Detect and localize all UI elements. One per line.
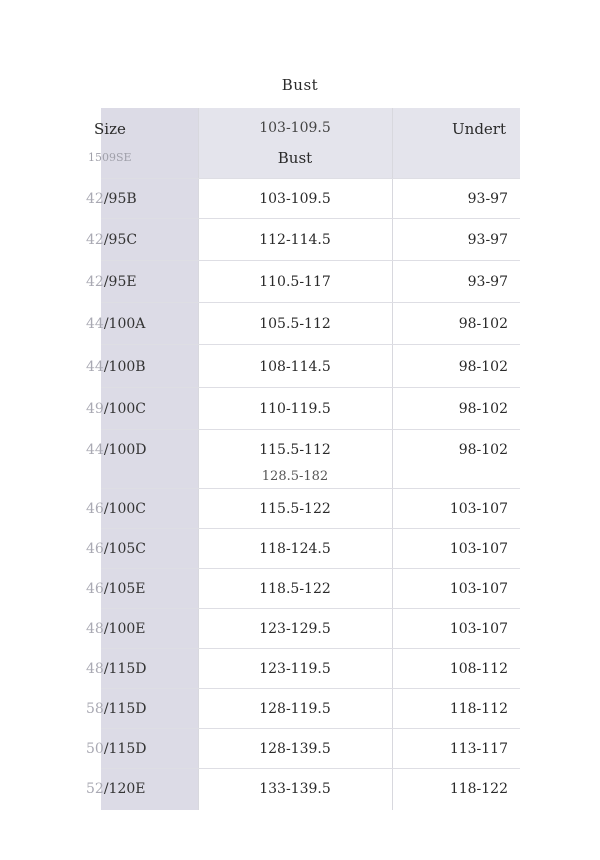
- size-cell: 46/105E: [86, 581, 146, 597]
- bust-cell: 108-114.5: [259, 359, 331, 375]
- underbust-cell: 118-122: [449, 781, 508, 797]
- underbust-cell: 103-107: [449, 501, 508, 517]
- row-divider: [101, 608, 520, 609]
- row-divider: [101, 302, 520, 303]
- row-divider: [101, 344, 520, 345]
- size-cell: 58/115D: [86, 701, 147, 717]
- underbust-cell: 98-102: [458, 442, 508, 458]
- header-size-sub: 1509SE: [88, 151, 132, 164]
- bust-cell: 123-119.5: [259, 661, 331, 677]
- row-divider: [101, 648, 520, 649]
- bust-cell: 118.5-122: [259, 581, 331, 597]
- bust-cell: 105.5-112: [259, 316, 331, 332]
- bust-cell: 128-119.5: [259, 701, 331, 717]
- header-underbust: Undert: [452, 120, 506, 138]
- bust-cell: 103-109.5: [259, 191, 331, 207]
- header-bust: Bust: [277, 149, 313, 167]
- row-divider: [101, 218, 520, 219]
- header-bust-range: 103-109.5: [259, 120, 331, 136]
- bust-cell: 118-124.5: [259, 541, 331, 557]
- underbust-cell: 98-102: [458, 401, 508, 417]
- size-cell: 42/95E: [86, 274, 137, 290]
- row-divider: [101, 429, 520, 430]
- header-background: [198, 108, 520, 178]
- bust-cell: 123-129.5: [259, 621, 331, 637]
- bust-cell: 110.5-117: [259, 274, 331, 290]
- underbust-cell: 93-97: [467, 191, 508, 207]
- header-size: Size: [94, 120, 126, 138]
- underbust-cell: 118-112: [449, 701, 508, 717]
- size-cell: 42/95C: [86, 232, 138, 248]
- row-divider: [101, 488, 520, 489]
- size-cell: 50/115D: [86, 741, 147, 757]
- underbust-cell: 98-102: [458, 359, 508, 375]
- row-divider: [101, 728, 520, 729]
- size-cell: 44/100A: [86, 316, 146, 332]
- size-cell: 48/100E: [86, 621, 146, 637]
- row-divider: [101, 688, 520, 689]
- bust-cell: 110-119.5: [259, 401, 331, 417]
- size-cell: 48/115D: [86, 661, 147, 677]
- size-cell: 52/120E: [86, 781, 146, 797]
- size-cell: 46/100C: [86, 501, 146, 517]
- row-divider: [101, 528, 520, 529]
- row-divider: [101, 768, 520, 769]
- bust-cell: 128-139.5: [259, 741, 331, 757]
- row-divider: [101, 387, 520, 388]
- size-cell: 46/105C: [86, 541, 146, 557]
- row-divider: [101, 260, 520, 261]
- bust-cell: 133-139.5: [259, 781, 331, 797]
- size-cell: 49/100C: [86, 401, 146, 417]
- size-cell: 44/100B: [86, 359, 146, 375]
- row-divider: [101, 568, 520, 569]
- underbust-cell: 98-102: [458, 316, 508, 332]
- bust-cell: 115.5-112: [259, 442, 331, 458]
- bust-cell: 112-114.5: [259, 232, 331, 248]
- underbust-cell: 103-107: [449, 541, 508, 557]
- underbust-cell: 103-107: [449, 621, 508, 637]
- size-cell: 44/100D: [86, 442, 147, 458]
- underbust-cell: 93-97: [467, 274, 508, 290]
- underbust-cell: 108-112: [449, 661, 508, 677]
- bust-cell: 115.5-122: [259, 501, 331, 517]
- underbust-cell: 113-117: [449, 741, 508, 757]
- page-title: Bust: [281, 76, 319, 94]
- row-divider: [101, 178, 520, 179]
- bust-cell-secondary: 128.5-182: [261, 469, 329, 484]
- underbust-cell: 93-97: [467, 232, 508, 248]
- size-cell: 42/95B: [86, 191, 137, 207]
- underbust-cell: 103-107: [449, 581, 508, 597]
